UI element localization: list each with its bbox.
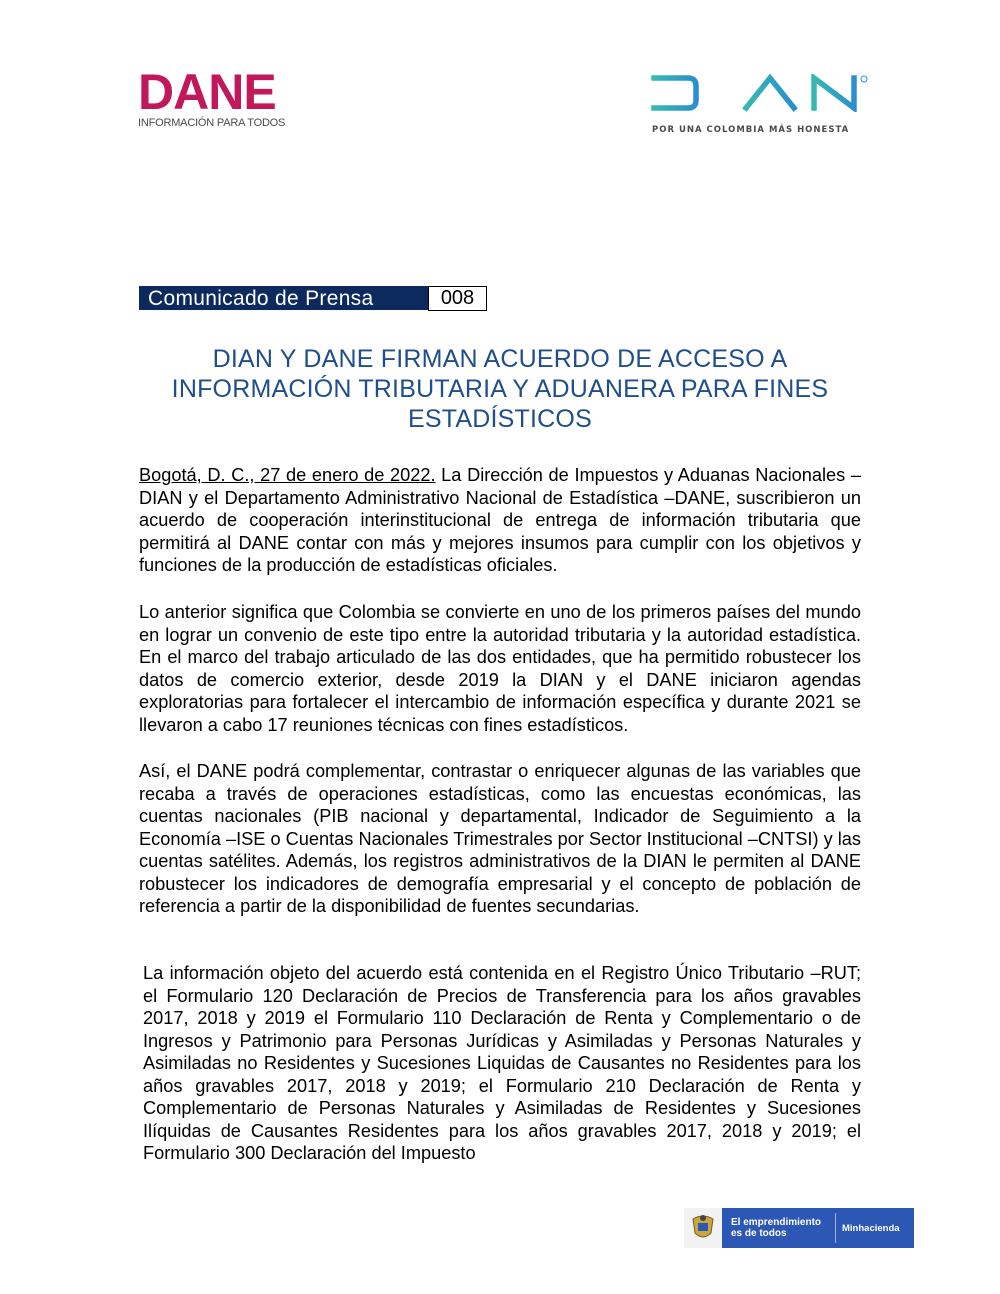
- paragraph-2: Lo anterior significa que Colombia se convierte en uno de los primeros países del mundo en lograr un convenio de este tipo entre la autoridad tributaria y la autoridad estadística. En el marco del trabajo articulado de las dos entidades, que ha permitido robustecer los datos de comercio exterior, desde 2019 la DIAN y el DANE iniciaron agendas exploratorias para fortalecer el intercambio de información específica y durante 2021 se llevaron a cabo 17 reuniones técnicas con fines estadísticos.: [139, 602, 861, 735]
- ministry-name: Minhacienda: [842, 1222, 900, 1234]
- badge-divider: [835, 1213, 836, 1243]
- government-badge: [684, 1208, 914, 1248]
- dane-logo: [138, 64, 303, 132]
- government-slogan: [722, 1217, 831, 1239]
- paragraph-1: [139, 464, 861, 577]
- dane-logo-mark: DANE: [138, 64, 276, 120]
- slogan-line-2: es de todos: [731, 1228, 787, 1239]
- page-title: DIAN Y DANE FIRMAN ACUERDO DE ACCESO A INFORMACIÓN TRIBUTARIA Y ADUANERA PARA FINES ESTADÍSTICOS: [171, 345, 829, 433]
- paragraph-1-text: La Dirección de Impuestos y Aduanas Nacionales –DIAN y el Departamento Administrativo Nacional de Estadística –DANE, suscribieron un acuerdo de cooperación interinstitucional de entrega de información tributaria que permitirá al DANE contar con más y mejores insumos para cumplir con los objetivos y funciones de la producción de estadísticas oficiales.: [139, 465, 862, 575]
- press-release-number: 008: [428, 286, 487, 311]
- paragraph-3: Así, el DANE podrá complementar, contrastar o enriquecer algunas de las variables que recaba a través de operaciones estadísticas, como las encuestas económicas, las cuentas nacionales (PIB nacional y departamental, Indicador de Seguimiento a la Economía –ISE o Cuentas Nacionales Trimestrales por Sector Institucional –CNTSI) y las cuentas satélites. Además, los registros administrativos de la DIAN le permiten al DANE robustecer los indicadores de demografía empresarial y el concepto de población de referencia a partir de la disponibilidad de fuentes secundarias.: [139, 761, 861, 916]
- paragraph-4: La información objeto del acuerdo está contenida en el Registro Único Tributario –RUT; el Formulario 120 Declaración de Precios de Transferencia para los años gravables 2017, 2018 y 2019 el Formulario 110 Declaración de Renta y Complementario o de Ingresos y Patrimonio para Personas Jurídicas y Asimiladas y Personas Naturales y Asimiladas no Residentes y Sucesiones Liquidas de Causantes no Residentes para los años gravables 2017, 2018 y 2019; el Formulario 210 Declaración de Renta y Complementario de Personas Naturales y Asimiladas de Residentes y Sucesiones Ilíquidas de Causantes Residentes para los años gravables 2017, 2018 y 2019; el Formulario 300 Declaración del Impuesto: [143, 963, 861, 1163]
- coat-of-arms-icon: [684, 1208, 722, 1248]
- dian-logo: [648, 74, 874, 136]
- dateline: Bogotá, D. C., 27 de enero de 2022.: [139, 465, 436, 485]
- dian-logo-mark: [648, 74, 870, 112]
- dane-logo-tagline: INFORMACIÓN PARA TODOS: [138, 117, 286, 129]
- slogan-line-1: El emprendimiento: [731, 1217, 822, 1228]
- press-release-label: Comunicado de Prensa: [139, 286, 428, 310]
- dian-logo-tagline: POR UNA COLOMBIA MÁS HONESTA: [652, 125, 850, 135]
